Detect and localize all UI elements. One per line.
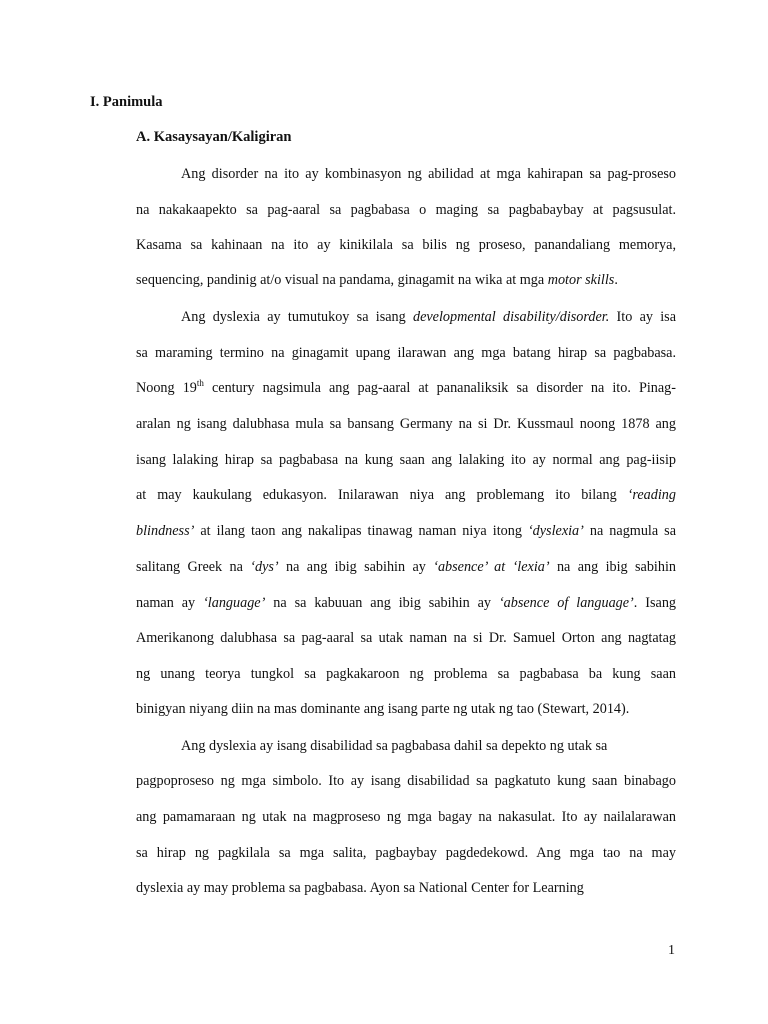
paragraph-line: isang lalaking hirap sa pagbabasa na kung saan ang lalaking ito ay normal ang pag-iisip bbox=[136, 452, 676, 468]
paragraph-line: binigyan niyang diin na mas dominante ang isang parte ng utak ng tao (Stewart, 2014). bbox=[136, 701, 630, 717]
italic-term: ‘dyslexia’ bbox=[527, 523, 584, 539]
paragraph-line: ng unang teorya tungkol sa pagkakaroon ng problema sa pagbabasa ba kung saan bbox=[136, 666, 676, 682]
superscript: th bbox=[196, 378, 204, 388]
paragraph-line: aralan ng isang dalubhasa mula sa bansang Germany na si Dr. Kussmaul noong 1878 ang bbox=[136, 416, 676, 432]
paragraph-line: Ang disorder na ito ay kombinasyon ng abilidad at mga kahirapan sa pag-proseso bbox=[181, 166, 676, 182]
paragraph-line: Ang dyslexia ay tumutukoy sa isang developmental disability/disorder. Ito ay isa bbox=[181, 309, 676, 325]
paragraph-line: na nakakaapekto sa pag-aaral sa pagbabasa o maging sa pagbabaybay at pagsusulat. bbox=[136, 202, 676, 218]
subsection-heading: A. Kasaysayan/Kaligiran bbox=[136, 129, 292, 145]
italic-term: ‘dys’ bbox=[250, 559, 279, 575]
italic-term: developmental disability/disorder. bbox=[412, 309, 610, 325]
paragraph-line: at may kaukulang edukasyon. Inilarawan niya ang problemang ito bilang ‘reading bbox=[136, 487, 676, 503]
page-number: 1 bbox=[668, 943, 675, 958]
paragraph-line: Amerikanong dalubhasa sa pag-aaral sa utak naman na si Dr. Samuel Orton ang nagtatag bbox=[136, 630, 676, 646]
paragraph-line: Kasama sa kahinaan na ito ay kinikilala sa bilis ng proseso, panandaliang memorya, bbox=[136, 237, 676, 253]
paragraph-line: ang pamamaraan ng utak na magproseso ng mga bagay na nakasulat. Ito ay nailalarawan bbox=[136, 809, 676, 825]
paragraph-line: sa hirap ng pagkilala sa mga salita, pagbaybay pagdedekowd. Ang mga tao na may bbox=[136, 845, 676, 861]
paragraph-line: sequencing, pandinig at/o visual na pandama, ginagamit na wika at mga motor skills. bbox=[136, 272, 618, 288]
paragraph-line: salitang Greek na ‘dys’ na ang ibig sabihin ay ‘absence’ at ‘lexia’ na ang ibig sabihin bbox=[136, 559, 677, 575]
paragraph-line: naman ay ‘language’ na sa kabuuan ang ibig sabihin ay ‘absence of language’. Isang bbox=[136, 595, 677, 611]
paragraph-line: sa maraming termino na ginagamit upang ilarawan ang mga batang hirap sa pagbabasa. bbox=[136, 345, 676, 361]
paragraph-line: blindness’ at ilang taon ang nakalipas tinawag naman niya itong ‘dyslexia’ na nagmula sa bbox=[136, 523, 676, 539]
paragraph-line: Ang dyslexia ay isang disabilidad sa pagbabasa dahil sa depekto ng utak sa bbox=[181, 738, 608, 754]
italic-term: blindness’ bbox=[136, 523, 195, 539]
paragraph-line: dyslexia ay may problema sa pagbabasa. Ayon sa National Center for Learning bbox=[136, 880, 584, 896]
italic-term: ‘reading bbox=[627, 487, 676, 503]
paragraph-line: Noong 19th century nagsimula ang pag-aaral at pananaliksik sa disorder na ito. Pinag- bbox=[136, 378, 676, 396]
italic-term: ‘absence of language’ bbox=[498, 595, 634, 611]
italic-term: ‘absence’ at ‘lexia’ bbox=[433, 559, 550, 575]
section-heading: I. Panimula bbox=[90, 94, 163, 110]
paragraph-line: pagpoproseso ng mga simbolo. Ito ay isang disabilidad sa pagkatuto kung saan binabago bbox=[136, 773, 676, 789]
italic-term: ‘language’ bbox=[203, 595, 266, 611]
italic-term: motor skills bbox=[547, 272, 615, 288]
